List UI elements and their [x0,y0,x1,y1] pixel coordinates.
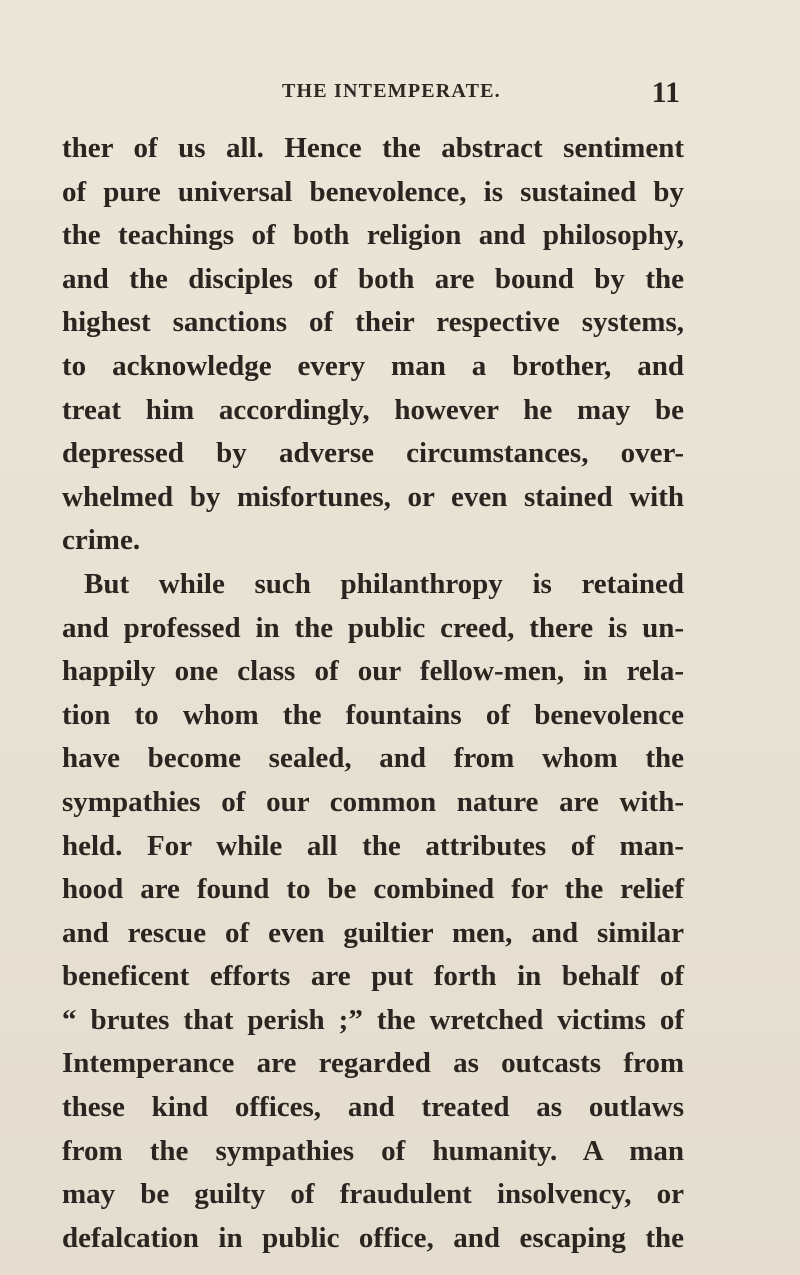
text-line: happily one class of our fellow-men, in rela- [62,655,684,688]
text-line: sympathies of our common nature are with- [62,785,684,818]
text-line: tion to whom the fountains of benevolence [62,698,684,731]
body-text [62,127,684,1260]
text-line: But while such philanthropy is retained [84,567,684,600]
text-line: ther of us all. Hence the abstract sentiment [62,132,684,164]
text-line: depressed by adverse circumstances, over- [62,437,684,470]
text-line: of pure universal benevolence, is sustained by [62,175,684,208]
text-line: hood are found to be combined for the relief [62,873,684,906]
text-line: to acknowledge every man a brother, and [62,349,684,382]
text-line: have become sealed, and from whom the [62,742,684,775]
text-line: treat him accordingly, however he may be [62,393,684,426]
text-line: “ brutes that perish ;” the wretched victims of [62,1003,684,1036]
text-line: and rescue of even guiltier men, and similar [62,916,684,949]
text-line: defalcation in public office, and escaping the [62,1221,684,1254]
page-number: 11 [651,76,680,109]
text-line: Intemperance are regarded as outcasts from [62,1047,684,1080]
text-line: may be guilty of fraudulent insolvency, or [62,1178,684,1211]
text-line: beneficent efforts are put forth in behalf of [62,960,684,993]
text-line: and professed in the public creed, there is un- [62,611,684,644]
text-line: held. For while all the attributes of man- [62,829,684,862]
running-head [240,76,680,109]
text-line: whelmed by misfortunes, or even stained with [62,480,684,513]
text-line: these kind offices, and treated as outlaws [62,1091,684,1124]
text-line: from the sympathies of humanity. A man [62,1134,684,1167]
text-line: highest sanctions of their respective systems, [62,306,684,339]
text-line: crime. [62,524,141,557]
running-title: THE INTEMPERATE. [282,80,501,102]
text-line: the teachings of both religion and philosophy, [62,219,684,252]
text-line: and the disciples of both are bound by the [62,262,684,295]
